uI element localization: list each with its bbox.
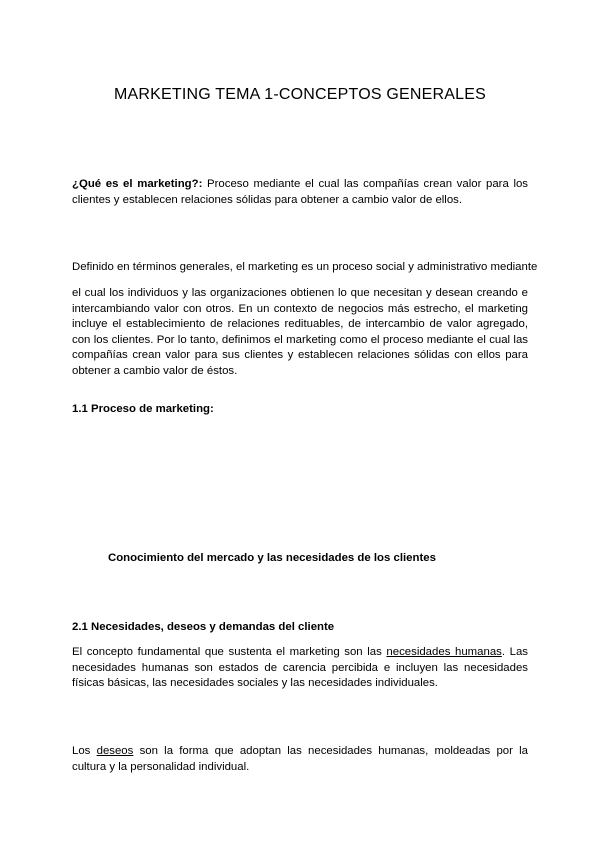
wants-text-part1: Los	[72, 745, 97, 757]
needs-paragraph	[72, 645, 528, 692]
wants-link[interactable]: deseos	[96, 745, 134, 757]
market-knowledge-subheading: Conocimiento del mercado y las necesidades de los clientes	[108, 552, 436, 564]
document-title: MARKETING TEMA 1-CONCEPTOS GENERALES	[113, 86, 487, 103]
wants-paragraph	[72, 744, 528, 775]
what-is-marketing-label: ¿Qué es el marketing?:	[72, 178, 203, 190]
what-is-marketing-paragraph	[72, 177, 528, 208]
section-2-1-heading: 2.1 Necesidades, deseos y demandas del cliente	[72, 621, 335, 633]
needs-text-part2: . Las necesidades humanas son estados de carencia percibida e incluyen las necesidades físicas básicas, las necesidades sociales y las necesidades individuales.	[72, 646, 529, 689]
definition-body: el cual los individuos y las organizaciones obtienen lo que necesitan y desean creando e intercambiando valor con otros. En un contexto de negocios más estrecho, el marketing incluye el establecimiento de relaciones redituables, de intercambio de valor agregado, con los clientes. Por lo tanto, definimos el marketing como el proceso mediante el cual las compañías crean valor para sus clientes y establecen relaciones sólidas con ellos para obtener a cambio valor de éstos.	[72, 287, 528, 377]
section-1-1-heading: 1.1 Proceso de marketing:	[72, 403, 214, 415]
human-needs-link[interactable]: necesidades humanas	[386, 646, 502, 658]
what-is-marketing-text: Proceso mediante el cual las compañías crean valor para los clientes y establecen relaciones sólidas para obtener a cambio valor de ellos.	[72, 178, 528, 206]
definition-intro: Definido en términos generales, el marketing es un proceso social y administrativo mediante	[72, 261, 538, 273]
needs-text-part1: El concepto fundamental que sustenta el marketing son las	[72, 646, 387, 658]
wants-text-part2: son la forma que adoptan las necesidades humanas, moldeadas por la cultura y la personalidad individual.	[72, 745, 529, 773]
